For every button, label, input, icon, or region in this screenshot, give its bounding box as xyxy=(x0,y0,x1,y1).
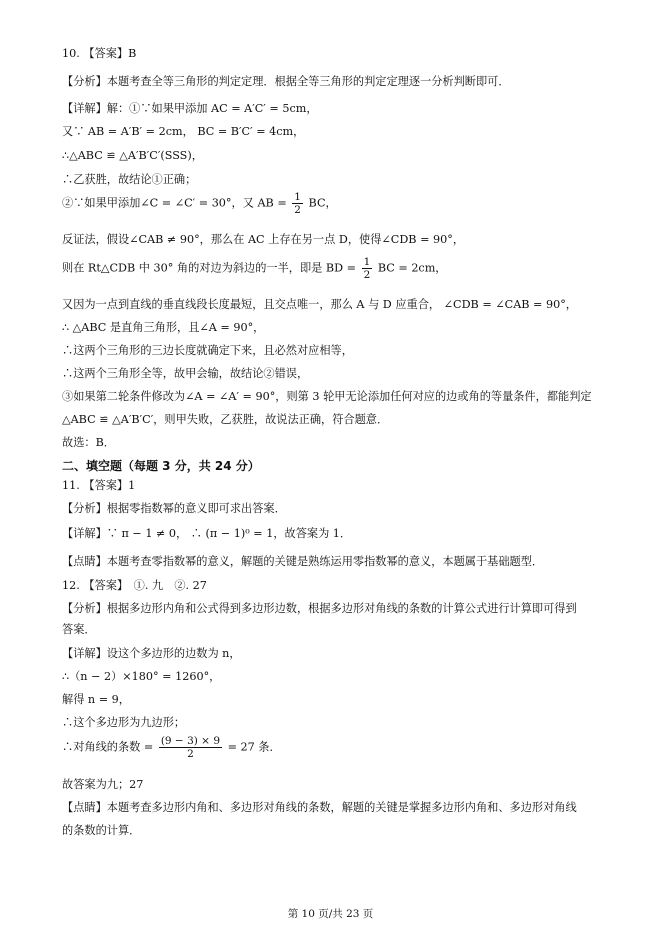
q10-detail-6: 反证法，假设∠CAB ≠ 90°，那么在 AC 上存在另一点 D，使得∠CDB = 90°， xyxy=(62,233,465,246)
half-numerator-2: 1 xyxy=(363,256,371,268)
q10-analysis: 【分析】本题考查全等三角形的判定定理．根据全等三角形的判定定理逐一分析判断即可． xyxy=(62,75,510,88)
q10-detail-2: 又∵ AB = A′B′ = 2cm， BC = B′C′ = 4cm， xyxy=(62,125,305,138)
diagonal-fraction xyxy=(159,735,222,760)
q12-analysis-2: 答案． xyxy=(62,623,96,636)
ab-eq: AB = xyxy=(257,196,287,210)
diagonal-numerator: (9 − 3) × 9 xyxy=(160,735,220,747)
q12-answer: 12. 【答案】 ①. 九 ②. 27 xyxy=(62,579,207,592)
q10-detail-11: ∴这两个三角形全等，故甲会输，故结论②错误， xyxy=(62,367,309,380)
q11-answer: 11. 【答案】1 xyxy=(62,479,136,492)
q12-comment-2: 的条数的计算． xyxy=(62,824,141,837)
diagonal-tail: = 27 条． xyxy=(227,740,281,754)
bd-tail: BC = 2cm， xyxy=(377,261,447,275)
q10-detail-8: 又因为一点到直线的垂直线段长度最短，且交点唯一，那么 A 与 D 应重合， ∠CDB = ∠CAB = 90°， xyxy=(62,298,577,311)
half-numerator: 1 xyxy=(294,191,301,203)
q10-detail-3: ∴△ABC ≌ △A′B′C′(SSS)， xyxy=(62,149,203,162)
q12-detail-2: ∴（n − 2）×180° = 1260°， xyxy=(62,670,221,683)
q12-detail-3: 解得 n = 9， xyxy=(62,693,130,706)
q12-detail-5-text: ∴对角线的条数 = xyxy=(62,740,154,754)
q12-detail-5 xyxy=(62,735,622,765)
q10-detail-7-text: 则在 Rt△CDB 中 30° 角的对边为斜边的一半，即是 xyxy=(62,261,323,275)
half-denominator: 2 xyxy=(294,204,301,216)
q10-detail-7 xyxy=(62,256,622,286)
q11-analysis: 【分析】根据零指数幂的意义即可求出答案． xyxy=(62,502,286,515)
q10-detail-5-text: ②∵如果甲添加∠C = ∠C′ = 30°，又 xyxy=(62,196,254,210)
q10-detail-12: ③如果第二轮条件修改为∠A = ∠A′ = 90°，则第 3 轮甲无论添加任何对应的边或角的等量条件，都能判定 xyxy=(62,390,592,403)
q11-comment: 【点睛】本题考查零指数幂的意义，解题的关键是熟练运用零指数幂的意义，本题属于基础题型． xyxy=(62,555,544,568)
section-heading-fill-blank: 二、填空题（每题 3 分，共 24 分） xyxy=(62,459,260,473)
q12-detail-1: 【详解】设这个多边形的边数为 n， xyxy=(62,647,241,660)
q10-detail-5 xyxy=(62,191,622,221)
q10-choice: 故选：B． xyxy=(62,436,115,449)
half-fraction xyxy=(292,191,303,216)
q12-analysis-1: 【分析】根据多边形内角和公式得到多边形边数，根据多边形对角线的条数的计算公式进行计算即可得到 xyxy=(62,602,577,615)
q10-detail-9: ∴ △ABC 是直角三角形，且∠A = 90°， xyxy=(62,321,265,334)
bd-eq: BD = xyxy=(325,261,357,275)
diagonal-denominator: 2 xyxy=(187,748,194,760)
bc-tail: BC， xyxy=(308,196,337,210)
q10-detail-10: ∴这两个三角形的三边长度就确定下来，且必然对应相等， xyxy=(62,344,353,357)
q10-answer: 10. 【答案】B xyxy=(62,47,137,60)
q12-comment-1: 【点睛】本题考查多边形内角和、多边形对角线的条数，解题的关键是掌握多边形内角和、多边形对角线 xyxy=(62,801,577,814)
q10-detail-4: ∴乙获胜，故结论①正确； xyxy=(62,173,197,186)
half-fraction-2 xyxy=(362,256,373,281)
q12-final: 故答案为九；27 xyxy=(62,778,144,791)
half-denominator-2: 2 xyxy=(363,269,371,281)
q12-detail-4: ∴这个多边形为九边形； xyxy=(62,716,186,729)
page-number-footer: 第 10 页/共 23 页 xyxy=(287,908,374,920)
q11-detail: 【详解】∵ π − 1 ≠ 0， ∴ (π − 1)⁰ = 1，故答案为 1． xyxy=(62,527,352,540)
q10-detail-1: 【详解】解：①∵如果甲添加 AC = A′C′ = 5cm， xyxy=(62,102,318,115)
q10-detail-13: △ABC ≌ △A′B′C′，则甲失败，乙获胜，故说法正确，符合题意． xyxy=(62,413,389,426)
